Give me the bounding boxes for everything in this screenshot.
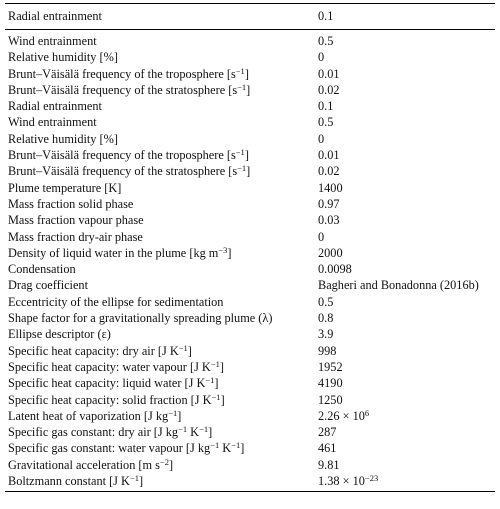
parameter-value-cell (315, 49, 495, 65)
parameter-name-cell (5, 147, 315, 163)
parameter-name-cell (5, 359, 315, 375)
unit-exponent: −1 (178, 342, 188, 353)
parameter-value-text: 287 (318, 425, 337, 440)
parameter-name-cell (5, 229, 315, 245)
parameter-value-cell (315, 310, 495, 326)
table-row (5, 82, 495, 98)
parameter-name-text: Specific heat capacity: water vapour [J K (8, 359, 211, 374)
parameter-name-cell (5, 98, 315, 114)
parameter-name-text: Density of liquid water in the plume [kg m (8, 245, 219, 260)
table-row (5, 408, 495, 424)
parameter-name-text: Wind entrainment (8, 115, 97, 130)
parameter-name-text: Wind entrainment (8, 34, 97, 48)
parameter-value-text: 1250 (318, 392, 343, 407)
parameter-value-cell (315, 245, 495, 261)
parameter-name-text: Mass fraction dry-air phase (8, 229, 143, 244)
value-exponent: −23 (364, 473, 379, 484)
parameter-value-text: 2000 (318, 245, 343, 260)
parameter-value-cell (315, 392, 495, 408)
parameter-name-text: Shape factor for a gravitationally spreading plume (λ) (8, 311, 273, 326)
parameter-name-text: Specific heat capacity: dry air [J K (8, 343, 179, 358)
parameter-name-text: Mass fraction vapour phase (8, 213, 144, 228)
table-row (5, 147, 495, 163)
table-row (5, 440, 495, 456)
parameter-value-text: 0 (318, 131, 325, 146)
value-exponent: 6 (364, 407, 370, 418)
unit-exponent: −1 (237, 163, 247, 174)
parameter-name-cell (5, 440, 315, 456)
parameter-value-text: 1.38 × 10 (318, 474, 365, 489)
parameter-name-text-suffix: ] (227, 245, 232, 260)
parameter-name-cell (5, 392, 315, 408)
parameter-name-cell (5, 131, 315, 147)
parameter-value-text: 0.8 (318, 311, 334, 326)
parameter-value-cell (315, 163, 495, 179)
parameter-name-text-suffix: ] (244, 66, 249, 81)
parameter-name-cell (5, 261, 315, 277)
parameter-value-text: 0 (318, 50, 325, 65)
parameter-value-text: 0.0098 (318, 262, 352, 277)
table-row (5, 473, 495, 492)
table-row (5, 131, 495, 147)
unit-exponent: −1 (211, 391, 221, 402)
unit-exponent: −1 (210, 358, 220, 369)
parameter-name-text-suffix: ] (177, 408, 182, 423)
parameter-value-text: 0.97 (318, 196, 340, 211)
parameter-name-text-suffix: ] (168, 457, 174, 472)
parameter-name-cell (5, 424, 315, 440)
parameter-value-cell (315, 131, 495, 147)
parameter-value-cell (315, 359, 495, 375)
unit-exponent: −2 (159, 456, 169, 467)
table-row (5, 196, 495, 212)
parameter-name-text: Specific gas constant: water vapour [J kg (8, 441, 211, 456)
parameter-value-cell (315, 98, 495, 114)
parameter-value-text: 0.02 (318, 82, 340, 97)
parameter-value-text: 4190 (318, 376, 343, 391)
table-row (5, 310, 495, 326)
parameter-value-cell (315, 180, 495, 196)
table-row (5, 66, 495, 82)
parameter-name-text: Relative humidity [%] (8, 131, 118, 146)
parameter-value-text: 1400 (318, 180, 343, 195)
parameter-name-cell (5, 245, 315, 261)
parameter-name-cell (5, 277, 315, 293)
parameter-name-text: Gravitational acceleration [m s (8, 457, 160, 472)
parameter-name-cell (5, 82, 315, 98)
table-row (5, 343, 495, 359)
parameter-value-text: 0.01 (318, 66, 340, 81)
table-row (5, 392, 495, 408)
unit-exponent: −1 (235, 147, 245, 158)
table-row (5, 229, 495, 245)
table-row (5, 98, 495, 114)
parameter-name-text: Radial entrainment (8, 99, 102, 114)
parameter-value-text: 461 (318, 441, 337, 456)
parameter-name-text: Relative humidity [%] (8, 50, 118, 65)
table-row (5, 245, 495, 261)
parameter-name-cell (5, 49, 315, 65)
parameter-name-text: Eccentricity of the ellipse for sedimentation (8, 294, 224, 309)
parameter-value-cell (315, 277, 495, 293)
table-row (5, 180, 495, 196)
unit-exponent: −1 (168, 407, 178, 418)
unit-exponent: −1 (199, 424, 209, 435)
parameter-name-text-suffix: ] (138, 474, 144, 489)
parameter-value-cell (315, 408, 495, 424)
parameter-value-cell (315, 229, 495, 245)
parameter-name-text: Brunt–Väisälä frequency of the stratosphere [s (8, 82, 238, 97)
parameter-value-cell (315, 114, 495, 130)
parameter-name-text: Mass fraction solid phase (8, 196, 134, 211)
table-row (5, 359, 495, 375)
parameter-value-cell (315, 440, 495, 456)
table-row (5, 457, 495, 473)
parameter-name-cell (5, 343, 315, 359)
parameter-name-cell (5, 163, 315, 179)
unit-exponent: −1 (231, 440, 241, 451)
parameter-name-text: Brunt–Väisälä frequency of the troposphere [s (8, 66, 236, 81)
parameter-name-cell (5, 180, 315, 196)
parameter-value-text: 2.26 × 10 (318, 408, 365, 423)
header-value-cell: 0.1 (315, 4, 495, 30)
parameter-value-text: 0.5 (318, 294, 334, 309)
parameter-name-text: Specific gas constant: dry air [J kg (8, 425, 179, 440)
parameter-value-text: Bagheri and Bonadonna (2016b) (318, 278, 479, 293)
table-row (5, 294, 495, 310)
parameter-name-cell (5, 375, 315, 391)
table-row (5, 163, 495, 179)
parameter-name-text-suffix: ] (240, 441, 245, 456)
table-row (5, 424, 495, 440)
parameter-value-cell (315, 82, 495, 98)
parameter-name-text-suffix: ] (219, 359, 224, 374)
parameter-table (5, 3, 495, 492)
parameter-value-text: 0.02 (318, 164, 340, 179)
parameter-name-cell (5, 408, 315, 424)
parameter-name-text-suffix: ] (214, 376, 219, 391)
parameter-value-text: 0.5 (318, 34, 334, 48)
unit-exponent: −1 (178, 424, 188, 435)
parameter-name-cell (5, 326, 315, 342)
unit-exponent: −3 (218, 244, 228, 255)
header-parameter-cell: Radial entrainment (5, 4, 315, 30)
parameter-value-cell (315, 66, 495, 82)
parameter-name-text: Brunt–Väisälä frequency of the stratosphere [s (8, 164, 238, 179)
parameter-value-cell (315, 261, 495, 277)
parameter-value-cell (315, 212, 495, 228)
parameter-name-text: Boltzmann constant [J K (8, 474, 130, 489)
parameter-name-text-suffix: ] (187, 343, 192, 358)
parameter-value-text: 0 (318, 229, 325, 244)
parameter-value-cell (315, 30, 495, 50)
table-row (5, 30, 495, 50)
parameter-name-cell (5, 114, 315, 130)
table-row (5, 326, 495, 342)
table-row (5, 114, 495, 130)
parameter-value-text: 0.01 (318, 148, 340, 163)
parameter-name-text-suffix: ] (208, 425, 213, 440)
parameter-name-text-suffix: K (219, 441, 232, 456)
unit-exponent: −1 (235, 65, 245, 76)
parameter-name-text-suffix: ] (246, 82, 251, 97)
parameter-name-text: Plume temperature [K] (8, 180, 122, 195)
table-row (5, 277, 495, 293)
table-row (5, 212, 495, 228)
parameter-value-text: 3.9 (318, 327, 334, 342)
parameter-value-cell (315, 375, 495, 391)
parameter-value-text: 0.03 (318, 213, 340, 228)
parameter-value-text: 1952 (318, 359, 343, 374)
parameter-name-text: Specific heat capacity: liquid water [J K (8, 376, 206, 391)
parameter-value-cell (315, 473, 495, 492)
unit-exponent: −1 (237, 81, 247, 92)
parameter-name-text-suffix: ] (244, 148, 249, 163)
parameter-value-cell (315, 196, 495, 212)
parameter-name-text-suffix: K (187, 425, 200, 440)
parameter-name-cell (5, 30, 315, 50)
parameter-name-cell (5, 66, 315, 82)
parameter-value-cell (315, 294, 495, 310)
parameter-value-text: 998 (318, 343, 337, 358)
parameter-name-text-suffix: ] (220, 392, 225, 407)
table-row (5, 49, 495, 65)
parameter-name-text: Condensation (8, 262, 76, 277)
parameter-value-cell (315, 343, 495, 359)
unit-exponent: −1 (210, 440, 220, 451)
parameter-name-text: Ellipse descriptor (ε) (8, 327, 111, 342)
parameter-name-text-suffix: ] (246, 164, 251, 179)
unit-exponent: −1 (129, 473, 139, 484)
parameter-name-cell (5, 294, 315, 310)
parameter-name-cell (5, 212, 315, 228)
parameter-name-cell (5, 473, 315, 492)
table-row (5, 375, 495, 391)
parameter-name-text: Latent heat of vaporization [J kg (8, 408, 169, 423)
unit-exponent: −1 (205, 375, 215, 386)
parameter-value-cell (315, 424, 495, 440)
parameter-name-text: Specific heat capacity: solid fraction [J K (8, 392, 212, 407)
parameter-value-cell (315, 326, 495, 342)
table-row (5, 261, 495, 277)
parameter-name-cell (5, 196, 315, 212)
table-header-row (5, 4, 495, 30)
parameter-name-cell (5, 310, 315, 326)
parameter-value-cell (315, 147, 495, 163)
parameter-value-text: 0.1 (318, 99, 334, 114)
parameter-value-cell (315, 457, 495, 473)
parameter-value-text: 0.5 (318, 115, 334, 130)
parameter-value-text: 9.81 (318, 457, 340, 472)
parameter-name-cell (5, 457, 315, 473)
parameter-name-text: Drag coefficient (8, 278, 89, 293)
parameter-name-text: Brunt–Väisälä frequency of the troposphere [s (8, 148, 236, 163)
